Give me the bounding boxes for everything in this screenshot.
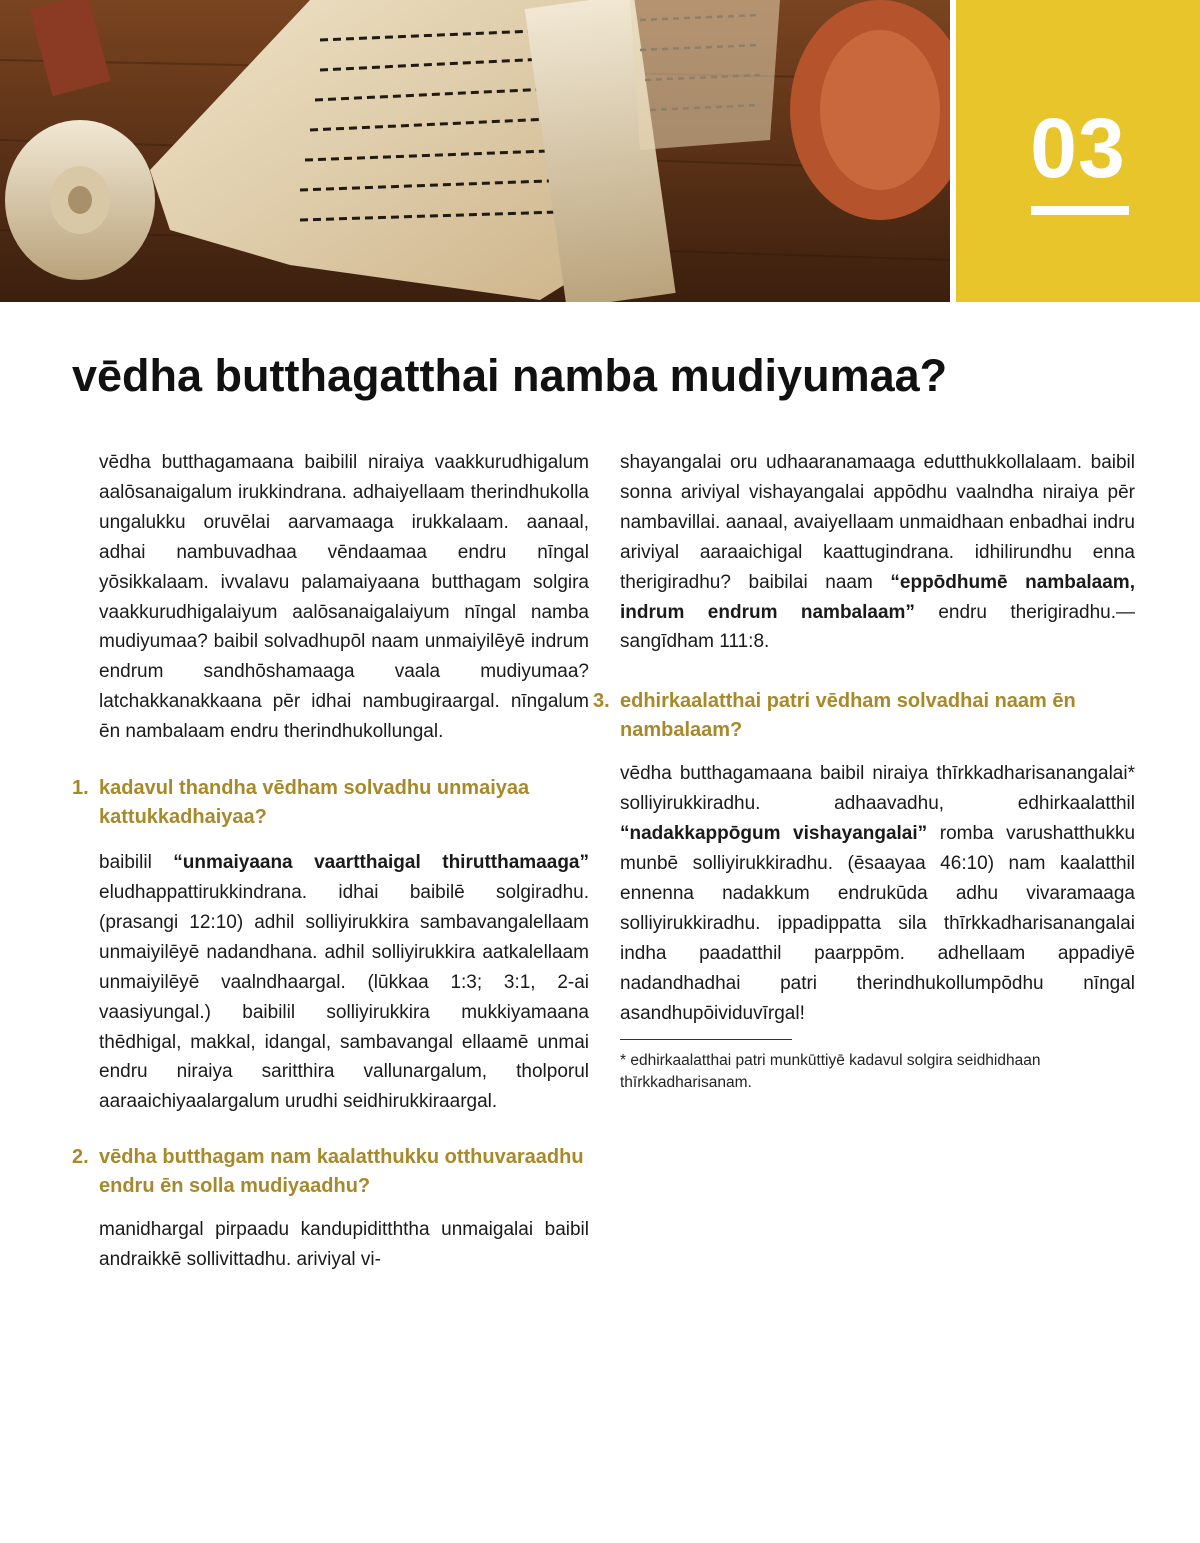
question-text-1: kadavul thandha vēdham solvadhu unmaiyaa kattukkadhaiyaa? <box>99 777 530 829</box>
question-text-3: edhirkaalatthai patri vēdham solvadhai naam ēn nambalaam? <box>620 690 1076 742</box>
lesson-number-box <box>956 0 1200 302</box>
question-heading-1 <box>72 774 589 832</box>
answer-1-text-end: eludhappattirukkindrana. idhai baibilē solgiradhu. (prasangi 12:10) adhil solliyirukkira sambavangalellaam unmaiyilēyē nadandhana. adhil solliyirukkira aatkalellaam unmaiyilēyē vaalndhaargal. (lūkkaa 1:3; 3:1, 2-ai vaasiyungal.) baibilil solliyirukkira mukkiyamaana thēdhigal, makkal, idangal, sambavangal ellaamē unmai endru niraiya saritthira vallunargalum, tholporul aaraaichiyaalargalum urudhi seidhirukkiraargal. <box>99 881 589 1113</box>
lesson-number-underline <box>1031 206 1129 215</box>
intro-paragraph: vēdha butthagamaana baibilil niraiya vaakkurudhigalum aalōsanaigalum irukkindrana. adhaiyellaam therindhukolla ungalukku oruvēlai aarvamaaga irukkalaam. aanaal, adhai nambuvadhaa vēndaamaa endru nīngal yōsikkalaam. ivvalavu palamaiyaana butthagam solgira vaakkurudhigalaiyum aalōsanaigalaiyum nīngal namba mudiyumaa? baibil solvadhupōl naam unmaiyilēyē indrum endrum sandhōshamaaga vaala mudiyumaa? latchakkanakkaana pēr idhai nambugiraargal. nīngalum ēn nambalaam endru therindhukollungal. <box>99 452 589 743</box>
lesson-number: 03 <box>1030 101 1126 195</box>
footnote: * edhirkaalatthai patri munkūttiyē kadavul solgira seidhidhaan thīrkkadharisanam. <box>620 1051 1041 1091</box>
answer-2-text-end: endru therigiradhu.—sangīdham 111:8. <box>620 601 1135 653</box>
answer-1-emphasis: “unmaiyaana vaartthaigal thirutthamaaga” <box>173 852 589 874</box>
answer-paragraph-3 <box>620 759 1135 1028</box>
answer-2-emphasis: “eppōdhumē nambalaam, indrum endrum nambalaam” <box>620 571 1135 623</box>
question-heading-2 <box>72 1143 589 1201</box>
right-column <box>593 448 1136 1094</box>
question-number-1: 1. <box>72 777 89 800</box>
question-text-2: vēdha butthagam nam kaalatthukku otthuvaraadhu endru ēn solla mudiyaadhu? <box>99 1146 584 1198</box>
answer-2-text-start: shayangalai oru udhaaranamaaga edutthukkollalaam. baibil sonna ariviyal vishayangalai appōdhu vaalndha niraiya pēr nambavillai. aanaal, avaiyellaam unmaidhaan enbadhai indru ariviyal aaraaichigal kaattugindrana. idhilirundhu enna therigiradhu? baibilai naam <box>620 452 1135 593</box>
answer-3-text-middle: solliyirukkiradhu. adhaavadhu, edhirkaalatthil <box>620 793 1135 815</box>
question-heading-3 <box>593 687 1135 745</box>
footnote-marker[interactable]: * <box>1127 763 1135 785</box>
answer-paragraph-1 <box>99 848 589 1117</box>
answer-paragraph-2-part1: manidhargal pirpaadu kandupiditththa unmaigalai baibil andraikkē sollivittadhu. ariviyal vi- <box>99 1219 589 1271</box>
scroll-illustration <box>0 0 950 302</box>
answer-paragraph-2-part2 <box>620 448 1135 657</box>
hero-image-scrolls <box>0 0 950 302</box>
question-number-2: 2. <box>72 1146 89 1169</box>
page-title: vēdha butthagatthai namba mudiyumaa? <box>72 350 948 401</box>
answer-3-text-end: romba varushatthukku munbē solliyirukkiradhu. (ēsaayaa 46:10) nam kaalatthil ennenna nadakkum endrukūda adhu vivaramaaga solliyirukkiradhu. ippadippatta sila thīrkkadharisanangalai indha paadatthil paarppōm. adhellaam appadiyē nadandhadhai patri therindhukollumpōdhu nīngal asandhupōividuvīrgal! <box>620 823 1136 1024</box>
answer-3-emphasis: “nadakkappōgum vishayangalai” <box>620 823 928 845</box>
answer-1-text-start: baibilil <box>99 852 174 874</box>
left-column <box>72 448 589 1275</box>
question-number-3: 3. <box>593 690 610 713</box>
answer-3-text-start: vēdha butthagamaana baibil niraiya thīrkkadharisanangalai <box>620 763 1128 785</box>
footnote-divider <box>620 1039 792 1040</box>
